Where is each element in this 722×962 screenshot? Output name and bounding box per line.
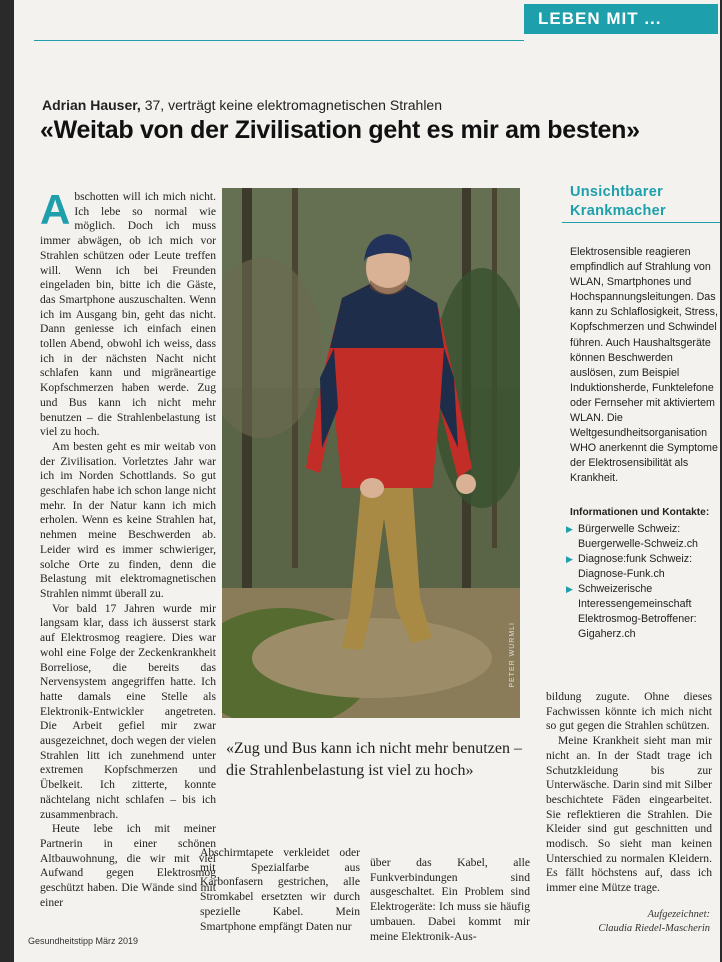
section-tab: LEBEN MIT ... <box>524 4 718 34</box>
credit-label: Aufgezeichnet: <box>647 909 710 920</box>
arrow-right-icon: ▶ <box>566 584 573 594</box>
col4-paragraph-2: Meine Krankheit sieht man mir nicht an. In der Stadt trage ich Schutzkleidung bis zur Unterwäsche. Darin sind mit Silber beschichtete Fäden eingearbeitet. Sie reflektieren die Strahlen. Die Kleider sind gut geschnitten und modisch. So sieht man keinen Unterschied zu normalen Kleidern. Es fällt höchstens auf, dass ich immer eine Mütze trage. <box>546 734 712 895</box>
info-item: ▶ Diagnose:funk Schweiz: Diagnose-Funk.ch <box>566 553 693 580</box>
column-1 <box>40 186 216 910</box>
arrow-right-icon: ▶ <box>566 554 573 564</box>
info-heading: Informationen und Kontakte: <box>570 507 710 518</box>
col1-paragraph-2: Am besten geht es mir weitab von der Zivilisation. Vorletztes Jahr war ich im Norden Schottlands. So gut geschlafen habe ich schon lange nicht mehr. In der Natur kann ich mich erholen. Wenn es keine Strahlen hat, nehmen meine Beschwerden ab. Leider wird es immer schwieriger, solche Orte zu finden, denn die Belastung mit elektromagnetischen Strahlen nimmt überall zu. <box>40 439 216 600</box>
kicker <box>42 97 442 113</box>
credit-name: Claudia Riedel-Mascherin <box>598 923 710 934</box>
column-3 <box>370 856 530 944</box>
info-list <box>566 522 718 642</box>
author-credit <box>598 908 710 936</box>
kicker-name: Adrian Hauser, <box>42 97 141 113</box>
sidebar-title <box>570 183 666 221</box>
col1-paragraph-3: Vor bald 17 Jahren wurde mir langsam klar, dass ich äusserst stark auf Elektrosmog reagiere. Dies war wohl eine Folge der Zeckenkrankheit Borreliose, die bereits das Nervensystem angegriffen hatte. Ich hatte damals eine Stelle als Elektronik-Entwickler angetreten. Die Arbeit gefiel mir zwar ausgezeichnet, doch wegen der vielen Strahlen litt ich zunehmend unter extremen Kopfschmerzen und Übelkeit. Ich zitterte, konnte nächtelang nicht schlafen – bis ich zusammenbrach. <box>40 601 216 821</box>
sidebar-title-line-1: Unsichtbarer <box>570 184 664 200</box>
dropcap: A <box>40 186 71 233</box>
col4-paragraph-1: bildung zugute. Ohne dieses Fachwissen könnte ich mich nicht so gut gegen die Strahlen schützen. <box>546 690 712 733</box>
sidebar-title-line-2: Krankmacher <box>570 203 666 219</box>
col1-paragraph-4: Heute lebe ich mit meiner Partnerin in einer schönen Altbauwohnung, die wir mit viel Aufwand gegen Elektrosmog geschützt haben. Die Wände sind mit einer <box>40 822 216 909</box>
column-4 <box>546 690 712 896</box>
headline: «Weitab von der Zivilisation geht es mir am besten» <box>40 116 640 144</box>
footer-issue: Gesundheitstipp März 2019 <box>28 936 139 946</box>
portrait-photo <box>222 188 520 718</box>
magazine-page <box>14 0 720 962</box>
col3-paragraph: über das Kabel, alle Funkverbindungen sind ausgeschaltet. Ein Problem sind Elektrogeräte: Ich muss sie häufig umbauen. Dabei kommt mir meine Elektronik-Aus- <box>370 856 530 943</box>
col1-paragraph-1: Abschotten will ich mich nicht. Ich lebe so normal wie möglich. Doch ich muss immer abwägen, ob ich mich vor Strahlen schützen oder Leute treffen will. Wenn ich bei Freunden eingeladen bin, bitte ich die Gäste, das Smartphone auszuschalten. Wenn ich im Ausgang bin, geht das nicht. Dann geniesse ich einfach einen tollen Abend, obwohl ich weiss, dass ich in der nächsten Nacht nicht schlafen kann und migräneartige Kopfschmerzen haben werde. Zug und Bus kann ich nicht mehr benutzen – die Strahlenbelastung ist viel zu hoch. <box>40 186 216 439</box>
sidebar-rule <box>562 222 720 223</box>
pull-quote: «Zug und Bus kann ich nicht mehr benutzen – die Strahlenbelastung ist viel zu hoch» <box>226 740 522 779</box>
arrow-right-icon: ▶ <box>566 524 573 534</box>
info-item: ▶ Schweizerische Interessengemeinschaft Elektrosmog-Betroffener: Gigaherz.ch <box>566 583 697 640</box>
photo-credit: PETER WÜRMLI <box>509 622 516 688</box>
portrait-illustration <box>222 188 520 718</box>
column-2 <box>200 846 360 934</box>
info-item: ▶ Bürgerwelle Schweiz: Buergerwelle-Schweiz.ch <box>566 523 698 550</box>
top-rule <box>34 40 524 41</box>
sidebar-text: Elektrosensible reagieren empfindlich auf Strahlung von WLAN, Smartphones und Hochspannungsleitungen. Das kann zu Schlaflosigkeit, Stress, Kopfschmerzen und Schwindel führen. Auch Haushaltsgeräte können Beschwerden auslösen, zum Beispiel Induktionsherde, Funktelefone oder Fernseher mit aktiviertem WLAN. Die Weltgesundheitsorganisation WHO anerkennt die Symptome der Elektrosensibilität als Krankheit. <box>570 246 718 485</box>
kicker-rest: 37, verträgt keine elektromagnetischen Strahlen <box>140 97 442 113</box>
col2-paragraph: Abschirmtapete verkleidet oder mit Spezialfarbe aus Karbonfasern gestrichen, alle Stromkabel ersetzten wir durch spezielle Kabel. Mein Smartphone empfängt Daten nur <box>200 846 360 933</box>
